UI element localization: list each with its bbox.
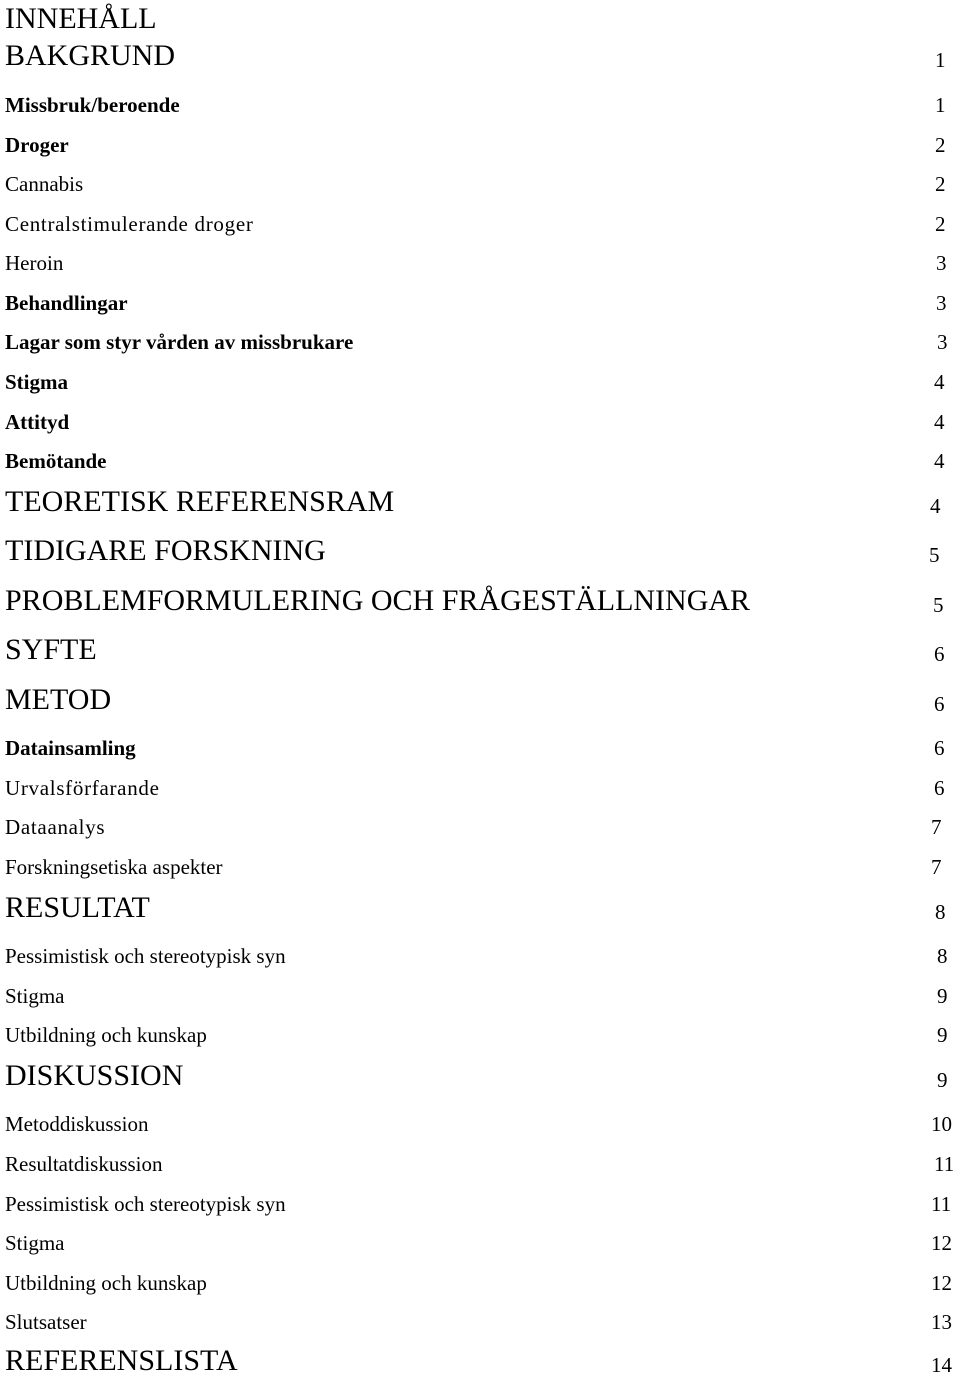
toc-entry-page: 6 — [934, 692, 945, 716]
toc-entry-label: Utbildning och kunskap — [5, 1271, 207, 1295]
toc-entry-page: 9 — [937, 1023, 948, 1047]
toc-entry-referenslista[interactable] — [5, 1346, 960, 1376]
toc-entry-label: RESULTAT — [5, 891, 150, 924]
toc-entry-metoddiskussion[interactable] — [5, 1105, 960, 1135]
toc-entry-label: Stigma — [5, 984, 65, 1008]
toc-entry-behandlingar[interactable] — [5, 284, 960, 314]
toc-entry-resultatdiskussion[interactable] — [5, 1145, 960, 1175]
toc-entry-label: Behandlingar — [5, 291, 128, 315]
toc-entry-page: 9 — [937, 984, 948, 1008]
toc-entry-stigma-2[interactable] — [5, 977, 960, 1007]
toc-entry-cannabis[interactable] — [5, 165, 960, 195]
toc-entry-label: Urvalsförfarande — [5, 776, 160, 800]
toc-entry-syfte[interactable] — [5, 635, 960, 665]
toc-entry-page: 7 — [931, 815, 942, 839]
toc-title: INNEHÅLL — [5, 2, 157, 35]
toc-entry-centralstimulerande[interactable] — [5, 205, 960, 235]
toc-entry-label: METOD — [5, 683, 112, 716]
toc-entry-page: 14 — [931, 1353, 952, 1377]
toc-entry-page: 6 — [934, 642, 945, 666]
toc-entry-resultat[interactable] — [5, 893, 960, 923]
toc-entry-page: 4 — [934, 370, 945, 394]
toc-entry-label: DISKUSSION — [5, 1059, 184, 1092]
toc-entry-label: Stigma — [5, 1231, 65, 1255]
toc-entry-pessimistisk[interactable] — [5, 937, 960, 967]
toc-entry-utbildning-2[interactable] — [5, 1264, 960, 1294]
toc-entry-page: 2 — [935, 212, 946, 236]
toc-entry-label: Cannabis — [5, 172, 84, 196]
toc-entry-page: 2 — [935, 172, 946, 196]
toc-entry-label: Datainsamling — [5, 736, 136, 760]
toc-entry-metod[interactable] — [5, 685, 960, 715]
toc-entry-slutsatser[interactable] — [5, 1303, 960, 1333]
toc-entry-page: 13 — [931, 1310, 952, 1334]
toc-entry-page: 1 — [935, 93, 946, 117]
toc-entry-page: 5 — [929, 543, 940, 567]
toc-entry-page: 2 — [935, 133, 946, 157]
toc-entry-forskningsetiska[interactable] — [5, 848, 960, 878]
toc-entry-pessimistisk-2[interactable] — [5, 1185, 960, 1215]
toc-entry-stigma-3[interactable] — [5, 1224, 960, 1254]
toc-entry-dataanalys[interactable] — [5, 808, 960, 838]
toc-entry-page: 3 — [936, 291, 947, 315]
toc-entry-page: 1 — [935, 48, 946, 72]
toc-entry-missbruk[interactable] — [5, 86, 960, 116]
toc-entry-heroin[interactable] — [5, 244, 960, 274]
toc-entry-diskussion[interactable] — [5, 1061, 960, 1091]
toc-entry-label: Slutsatser — [5, 1310, 87, 1334]
toc-entry-label: Dataanalys — [5, 815, 106, 839]
toc-entry-teoretisk-referensram[interactable] — [5, 487, 960, 517]
toc-entry-page: 11 — [931, 1192, 952, 1216]
toc-entry-page: 3 — [937, 330, 948, 354]
toc-entry-label: Missbruk/beroende — [5, 93, 180, 117]
toc-entry-urvalsforfarande[interactable] — [5, 769, 960, 799]
toc-entry-page: 8 — [935, 900, 946, 924]
toc-entry-label: SYFTE — [5, 633, 97, 666]
toc-entry-tidigare-forskning[interactable] — [5, 536, 960, 566]
toc-entry-page: 10 — [931, 1112, 952, 1136]
toc-entry-page: 9 — [937, 1068, 948, 1092]
toc-entry-problemformulering[interactable] — [5, 586, 960, 616]
toc-entry-label: Droger — [5, 133, 69, 157]
toc-entry-label: Bemötande — [5, 449, 107, 473]
toc-entry-label: Heroin — [5, 251, 64, 275]
toc-entry-page: 4 — [934, 410, 945, 434]
toc-entry-page: 12 — [931, 1231, 952, 1255]
toc-entry-page: 8 — [937, 944, 948, 968]
toc-entry-stigma[interactable] — [5, 363, 960, 393]
toc-entry-page: 6 — [934, 736, 945, 760]
toc-entry-page: 5 — [933, 593, 944, 617]
toc-entry-label: Utbildning och kunskap — [5, 1023, 207, 1047]
toc-entry-bakgrund[interactable] — [5, 41, 960, 71]
toc-entry-label: Metoddiskussion — [5, 1112, 149, 1136]
toc-entry-droger[interactable] — [5, 126, 960, 156]
toc-entry-label: TIDIGARE FORSKNING — [5, 534, 326, 567]
toc-entry-label: BAKGRUND — [5, 39, 176, 72]
toc-entry-page: 3 — [936, 251, 947, 275]
toc-entry-label: Attityd — [5, 410, 70, 434]
toc-entry-bemotande[interactable] — [5, 442, 960, 472]
toc-entry-label: Forskningsetiska aspekter — [5, 855, 223, 879]
toc-entry-label: Resultatdiskussion — [5, 1152, 163, 1176]
toc-entry-page: 11 — [934, 1152, 955, 1176]
toc-entry-page: 4 — [934, 449, 945, 473]
toc-entry-datainsamling[interactable] — [5, 729, 960, 759]
toc-entry-label: PROBLEMFORMULERING OCH FRÅGESTÄLLNINGAR — [5, 584, 751, 617]
toc-entry-label: Centralstimulerande droger — [5, 212, 254, 236]
toc-entry-label: Pessimistisk och stereotypisk syn — [5, 944, 286, 968]
toc-entry-label: REFERENSLISTA — [5, 1344, 238, 1377]
toc-entry-page: 12 — [931, 1271, 952, 1295]
toc-entry-label: Stigma — [5, 370, 68, 394]
toc-entry-label: Pessimistisk och stereotypisk syn — [5, 1192, 286, 1216]
toc-entry-label: TEORETISK REFERENSRAM — [5, 485, 395, 518]
toc-entry-page: 6 — [934, 776, 945, 800]
toc-entry-attityd[interactable] — [5, 403, 960, 433]
toc-entry-utbildning[interactable] — [5, 1016, 960, 1046]
toc-entry-label: Lagar som styr vården av missbrukare — [5, 330, 354, 354]
toc-entry-page: 7 — [931, 855, 942, 879]
toc-entry-lagar[interactable] — [5, 323, 960, 353]
toc-entry-page: 4 — [930, 494, 941, 518]
